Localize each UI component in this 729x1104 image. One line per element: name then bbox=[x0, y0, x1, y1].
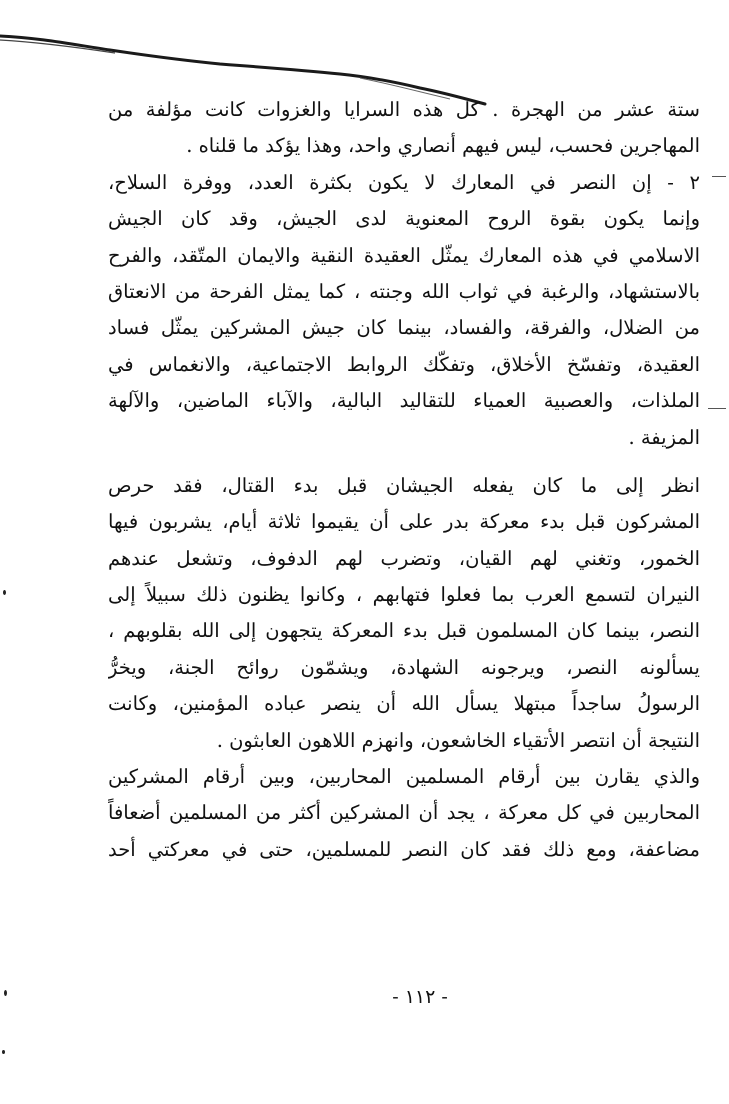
paragraph bbox=[108, 468, 700, 759]
text-line: انظر إلى ما كان يفعله الجيشان قبل بدء القتال، فقد حرص bbox=[108, 473, 700, 497]
text-line: النتيجة أن انتصر الأتقياء الخاشعون، وانهزم اللاهون العابثون . bbox=[216, 728, 700, 752]
text-line: النصر، بينما كان المسلمون قبل بدء المعركة يتجهون إلى الله بقلوبهم ، bbox=[108, 619, 700, 643]
text-line: المهاجرين فحسب، ليس فيهم أنصاري واحد، وهذا يؤكد ما قلناه . bbox=[186, 134, 700, 158]
text-line: المحاربين في كل معركة ، يجد أن المشركين أكثر من المسلمين أضعافاً bbox=[108, 801, 700, 825]
page-number: - ١١٢ - bbox=[392, 986, 448, 1008]
paragraph bbox=[108, 759, 700, 868]
text-line: والذي يقارن بين أرقام المسلمين المحاربين، وبين أرقام المشركين bbox=[108, 765, 700, 789]
text-line: الاسلامي في هذه المعارك يمثّل العقيدة النقية والايمان المتّقد، والفرح bbox=[108, 243, 700, 267]
text-line: العقيدة، وتفسّخ الأخلاق، وتفكّك الروابط الاجتماعية، والانغماس في bbox=[108, 352, 700, 376]
paragraph bbox=[108, 92, 700, 165]
scan-speck bbox=[3, 590, 6, 595]
text-line: ٢ - إن النصر في المعارك لا يكون بكثرة العدد، ووفرة السلاح، bbox=[108, 170, 700, 194]
margin-tick-mark bbox=[712, 176, 726, 177]
text-line: المزيفة . bbox=[628, 425, 700, 449]
text-line: يسألونه النصر، ويرجونه الشهادة، ويشمّون روائح الجنة، ويخرُّ bbox=[108, 655, 700, 679]
scan-speck bbox=[4, 990, 7, 996]
body-text bbox=[108, 92, 700, 868]
text-line: الملذات، والعصبية العمياء للتقاليد البالية، والآباء الماضين، والآلهة bbox=[108, 389, 700, 413]
paragraph bbox=[108, 165, 700, 456]
text-line: ستة عشر من الهجرة . كل هذه السرايا والغزوات كانت مؤلفة من bbox=[108, 98, 700, 121]
paragraph-gap bbox=[108, 456, 700, 468]
scan-speck bbox=[2, 1050, 5, 1054]
text-line: الخمور، وتغني لهم القيان، وتضرب لهم الدفوف، وتشعل عندهم bbox=[108, 546, 700, 570]
text-line: الرسولُ ساجداً مبتهلا يسأل الله أن ينصر عباده المؤمنين، وكانت bbox=[108, 692, 700, 716]
text-line: المشركون قبل بدء معركة بدر على أن يقيموا ثلاثة أيام، يشربون فيها bbox=[108, 510, 700, 534]
text-line: مضاعفة، ومع ذلك فقد كان النصر للمسلمين، حتى في معركتي أحد bbox=[108, 837, 700, 861]
margin-tick-mark bbox=[708, 408, 726, 409]
text-line: بالاستشهاد، والرغبة في ثواب الله وجنته ، كما يمثل الفرحة من الانعتاق bbox=[108, 279, 700, 303]
text-line: وإنما يكون بقوة الروح المعنوية لدى الجيش، وقد كان الجيش bbox=[108, 207, 700, 231]
text-line: من الضلال، والفرقة، والفساد، بينما كان جيش المشركين يمثّل فساد bbox=[108, 316, 700, 340]
text-line: النيران لتسمع العرب بما فعلوا فتهابهم ، وكانوا يظنون ذلك سبيلاً إلى bbox=[108, 583, 700, 607]
